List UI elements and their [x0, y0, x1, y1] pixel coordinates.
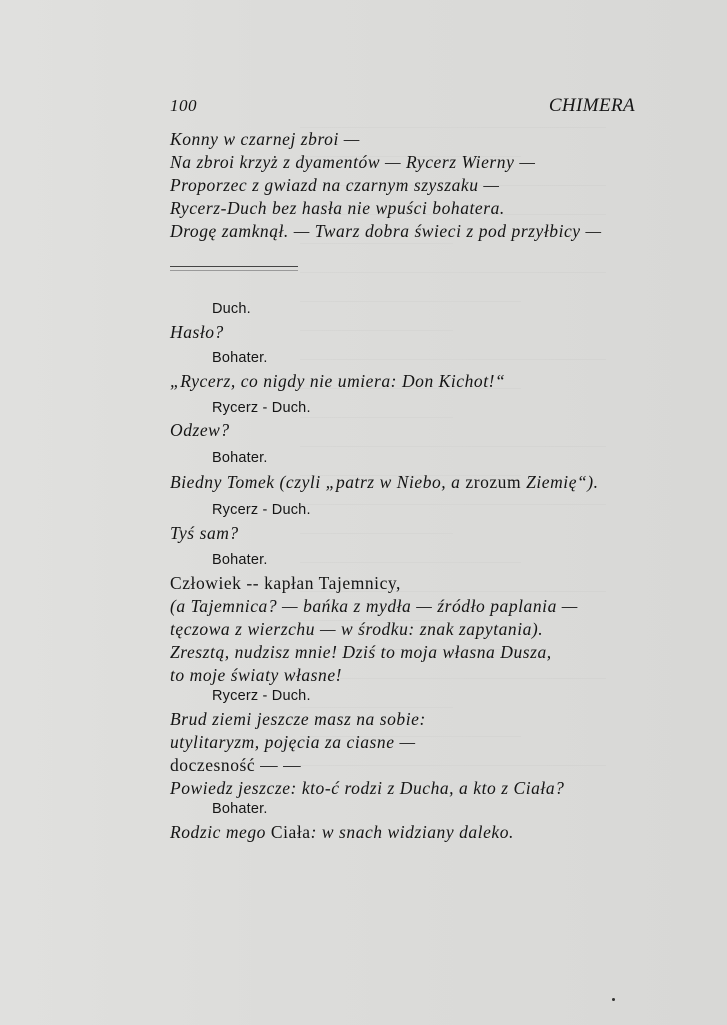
verse-line: Człowiek -- kapłan Tajemnicy,: [170, 573, 401, 593]
page-number: 100: [170, 96, 197, 115]
verse-line: Odzew?: [170, 420, 230, 440]
verse-segment: Rodzic mego: [170, 822, 271, 842]
dialogue-turn: [170, 348, 650, 393]
verse-line: Na zbroi krzyż z dyamentów — Rycerz Wierny —: [170, 152, 536, 172]
speaker-label: Bohater.: [212, 450, 268, 466]
verse-line: „Rycerz, co nigdy nie umiera: Don Kichot!“: [170, 371, 506, 391]
running-title: CHIMERA: [548, 95, 635, 116]
section-divider: [170, 266, 298, 267]
verse-line: to moje światy własne!: [170, 665, 343, 685]
verse-segment-roman: zrozum: [465, 472, 522, 492]
speaker-label: Bohater.: [212, 350, 268, 366]
verse-line: Rycerz-Duch bez hasła nie wpuści bohatera.: [170, 198, 505, 218]
verse-line: Konny w czarnej zbroi —: [170, 129, 360, 149]
dialogue-turn: [170, 799, 650, 844]
speaker-label: Bohater.: [212, 552, 268, 568]
dialogue-turn: [170, 299, 650, 344]
verse-line: [170, 471, 650, 494]
verse-segment: Ziemię“).: [521, 472, 599, 492]
verse-line: utylitaryzm, pojęcia za ciasne —: [170, 732, 416, 752]
dialogue-turn: [170, 448, 650, 494]
paper-speck: [612, 998, 615, 1001]
verse-line: Hasło?: [170, 322, 224, 342]
speaker-label: Duch.: [212, 301, 251, 317]
speaker-label: Bohater.: [212, 801, 268, 817]
verse-line: Powiedz jeszcze: kto-ć rodzi z Ducha, a kto z Ciała?: [170, 778, 565, 798]
verse-line: (a Tajemnica? — bańka z mydła — źródło paplania —: [170, 596, 578, 616]
dialogue-turn: [170, 398, 650, 442]
speaker-label: Rycerz - Duch.: [212, 400, 311, 416]
verse-line: Proporzec z gwiazd na czarnym szyszaku —: [170, 175, 500, 195]
dialogue-turn: [170, 500, 650, 545]
dialogue-turn: [170, 550, 650, 687]
dialogue-turn: [170, 686, 650, 800]
verse-line: [170, 821, 650, 844]
verse-segment: : w snach widziany daleko.: [310, 822, 514, 842]
verse-segment-roman: Ciała: [270, 822, 311, 842]
verse-line: Tyś sam?: [170, 523, 239, 543]
speaker-label: Rycerz - Duch.: [212, 688, 311, 704]
verse-line: Zresztą, nudzisz mnie! Dziś to moja własna Dusza,: [170, 642, 552, 662]
verse-line: Drogę zamknął. — Twarz dobra świeci z pod przyłbicy —: [170, 221, 602, 241]
verse-line: Brud ziemi jeszcze masz na sobie:: [170, 709, 426, 729]
verse-line: tęczowa z wierzchu — w środku: znak zapytania).: [170, 619, 544, 639]
verse-segment: Biedny Tomek (czyli „patrz w Niebo, a: [170, 472, 466, 492]
section-divider-secondary: [170, 270, 298, 271]
verse-line: doczesność — —: [170, 755, 302, 775]
opening-stanza: [170, 128, 650, 243]
speaker-label: Rycerz - Duch.: [212, 502, 311, 518]
